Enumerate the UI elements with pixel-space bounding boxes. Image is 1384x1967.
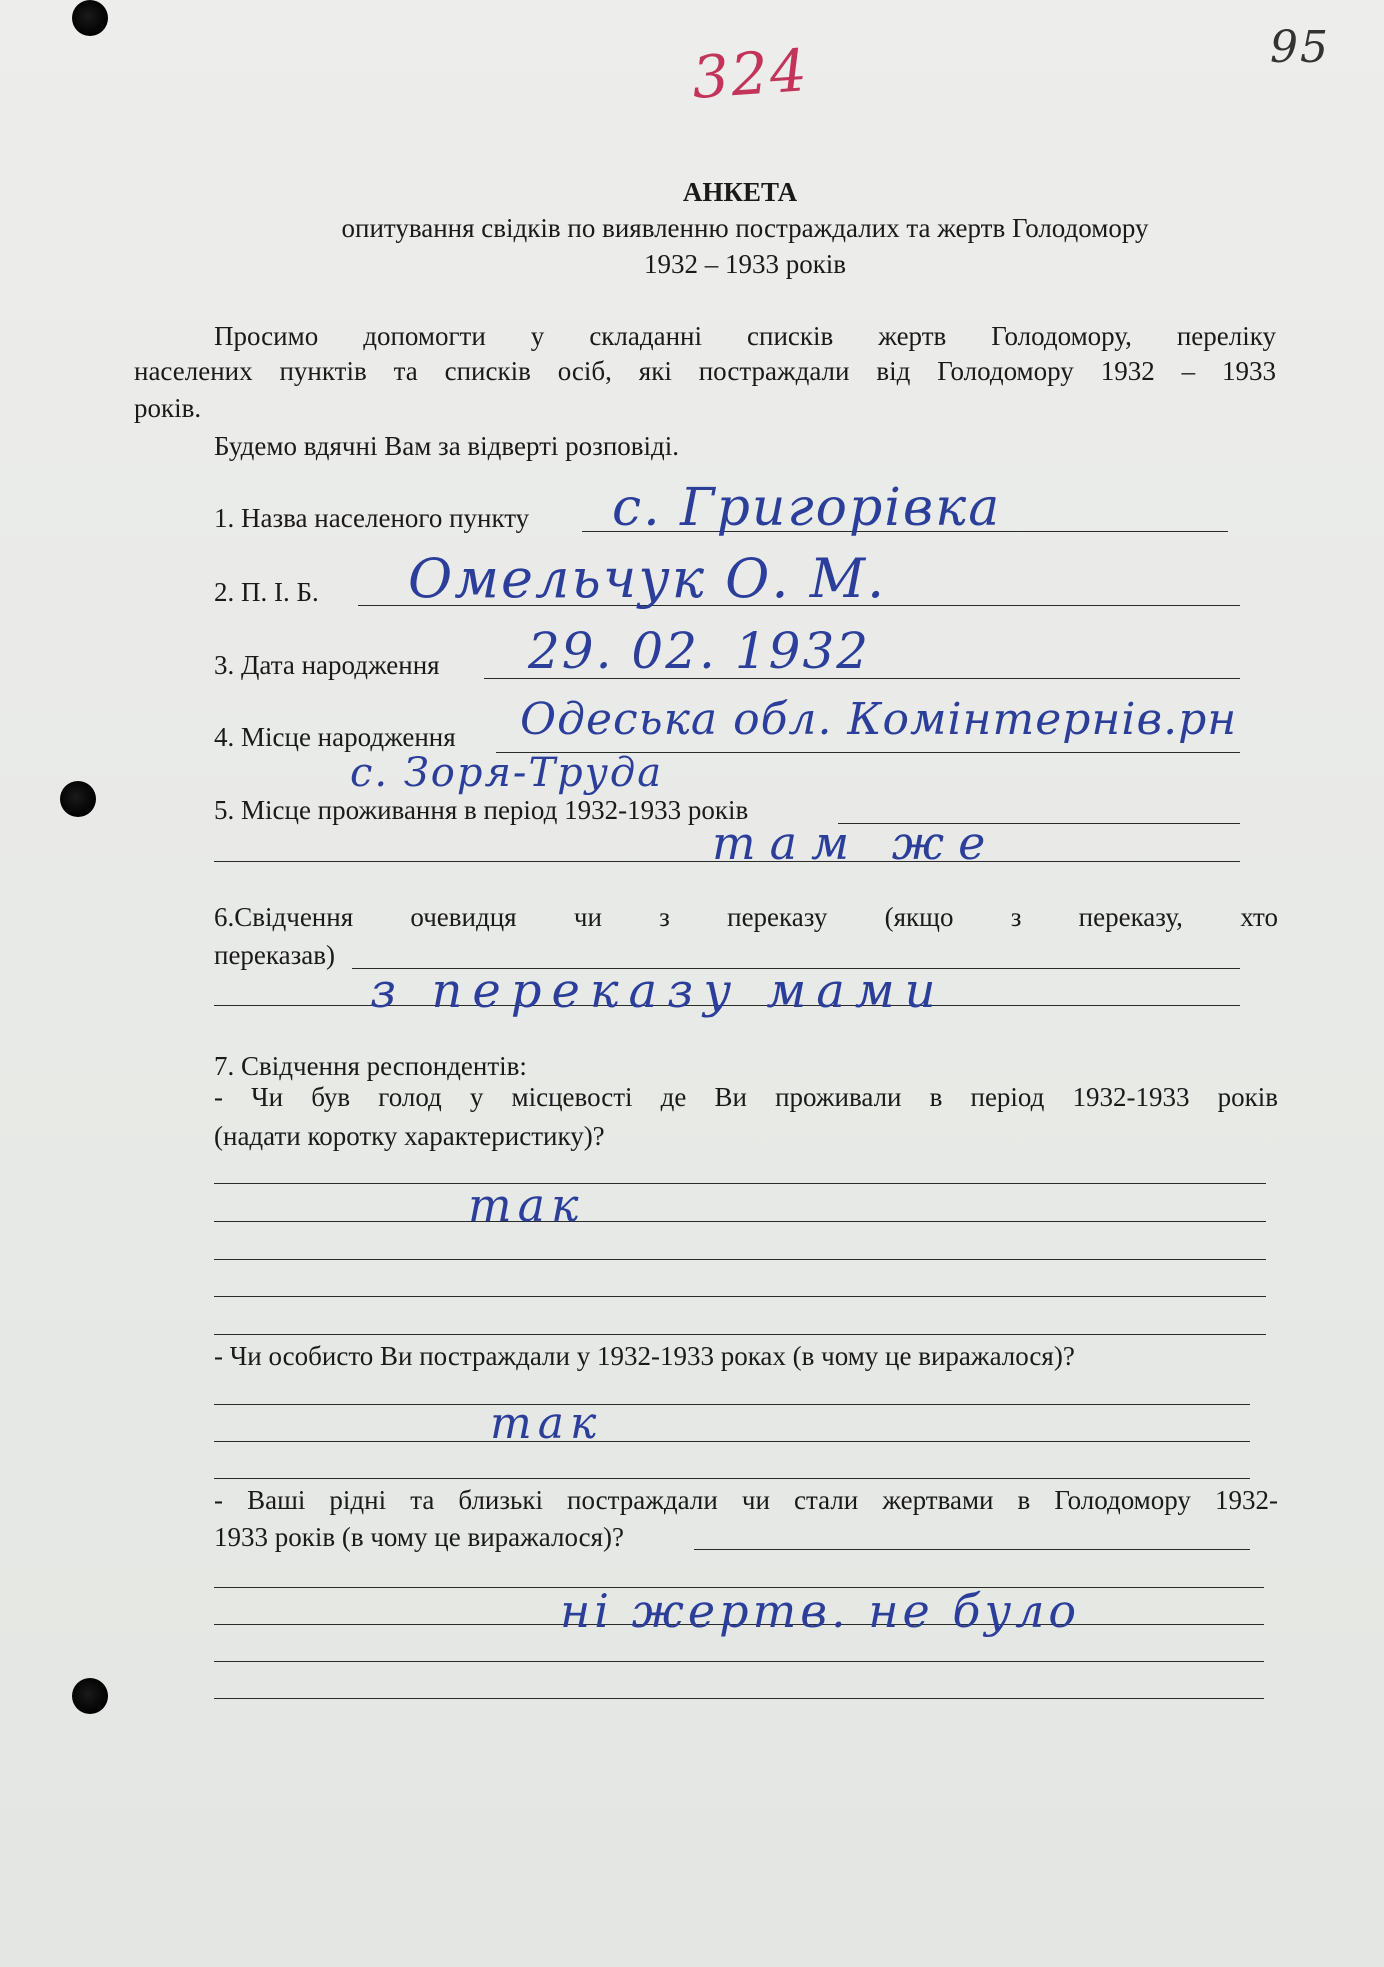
form-title: АНКЕТА [682, 177, 798, 207]
question-7b-label: - Чи особисто Ви постраждали у 1932-1933 роках (в чому це виражалося)? [214, 1341, 1075, 1371]
question-6-label: 6.Свідчення очевидця чи з переказу (якщо з переказу, хто [214, 902, 1278, 932]
question-4-label: 4. Місце народження [214, 722, 456, 752]
answer-line-7b-3[interactable] [214, 1478, 1250, 1479]
answer-personally-suffered: так [490, 1398, 603, 1449]
form-subtitle: опитування свідків по виявленню постраждалих та жертв Голодомору [341, 213, 1149, 243]
answer-famine-existed: так [468, 1178, 585, 1232]
intro-text-line: Просимо допомогти у складанні списків жертв Голодомору, переліку [214, 321, 1276, 351]
answer-birth-date: 29. 02. 1932 [528, 622, 871, 680]
answer-line-7a-2[interactable] [214, 1221, 1266, 1222]
answer-testimony-source: з переказу мами [370, 963, 946, 1019]
answer-line-7a-1[interactable] [214, 1183, 1266, 1184]
question-7a-label: - Чи був голод у місцевості де Ви проживали в період 1932-1933 років [214, 1082, 1278, 1112]
question-2-label: 2. П. І. Б. [214, 577, 319, 607]
question-3-label: 3. Дата народження [214, 650, 440, 680]
question-7-label: 7. Свідчення респондентів: [214, 1051, 527, 1081]
punch-hole-bottom [72, 1678, 108, 1714]
answer-line-7b-1[interactable] [214, 1404, 1250, 1405]
answer-line-7c-5[interactable] [214, 1698, 1264, 1699]
answer-relatives-suffered: ні жертв. не було [560, 1584, 1081, 1638]
intro-text-line: років. [134, 393, 202, 423]
question-7c-label: - Ваші рідні та близькі постраждали чи стали жертвами в Голодомору 1932- [214, 1485, 1278, 1515]
answer-line-7a-5[interactable] [214, 1334, 1266, 1335]
answer-settlement-name: с. Григорівка [612, 478, 1002, 538]
punch-hole-top [72, 0, 108, 36]
answer-line-7c-1[interactable] [694, 1549, 1250, 1550]
answer-line-7c-4[interactable] [214, 1661, 1264, 1662]
intro-thanks: Будемо вдячні Вам за відверті розповіді. [214, 431, 680, 461]
question-7c-label-cont: 1933 років (в чому це виражалося)? [214, 1522, 625, 1552]
answer-full-name: Омельчук О. М. [408, 547, 887, 610]
archive-number: 324 [689, 36, 811, 112]
answer-line-7b-2[interactable] [214, 1441, 1250, 1442]
question-7a-label-cont: (надати коротку характеристику)? [214, 1121, 605, 1151]
intro-text-line: населених пунктів та списків осіб, які постраждали від Голодомору 1932 – 1933 [134, 356, 1276, 386]
answer-line-7a-3[interactable] [214, 1259, 1266, 1260]
answer-birth-place: Одеська обл. Комінтернів.рн [520, 694, 1238, 745]
punch-hole-middle [60, 781, 96, 817]
answer-birth-place-village: с. Зоря-Труда [350, 750, 664, 796]
page-number: 95 [1270, 22, 1330, 73]
question-5-label: 5. Місце проживання в період 1932-1933 років [214, 795, 749, 825]
question-6-label-cont: переказав) [214, 940, 335, 970]
form-subtitle-years: 1932 – 1933 років [643, 249, 847, 279]
answer-line-7a-4[interactable] [214, 1296, 1266, 1297]
answer-residence-place: там же [712, 816, 1000, 870]
question-1-label: 1. Назва населеного пункту [214, 503, 530, 533]
